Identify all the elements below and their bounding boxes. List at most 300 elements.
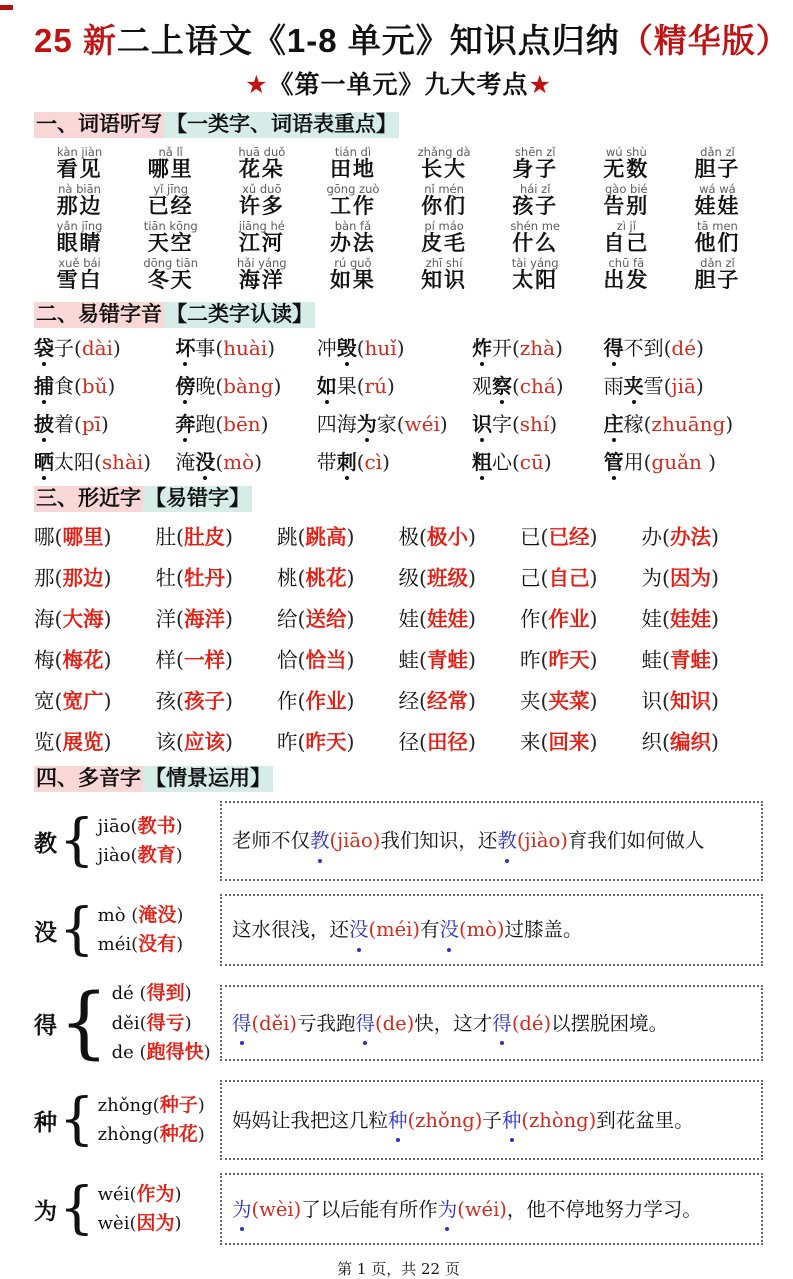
section-number-label: 三、形近字 <box>36 487 141 511</box>
word-suffix: 太阳 <box>54 450 94 475</box>
pinyin-reading: bàng <box>223 374 274 399</box>
example-sentence <box>232 913 583 946</box>
polyphonic-entry <box>34 1173 763 1245</box>
paren-open: ( <box>297 729 306 754</box>
word-cell <box>125 146 216 180</box>
reading-word: 跑得快 <box>146 1040 204 1063</box>
readings-list <box>112 979 211 1067</box>
pinyin-reading: shài <box>101 450 144 475</box>
pinyin-label: gōng zuò <box>326 181 380 196</box>
paren-close: ) <box>184 1012 192 1034</box>
emphasized-char: 管 <box>603 450 624 475</box>
paren-open: ( <box>54 688 63 713</box>
base-char: 那 <box>34 565 55 590</box>
base-char: 海 <box>34 606 55 631</box>
paren-open: ( <box>297 565 306 590</box>
paren-open: ( <box>129 1183 137 1205</box>
word-prefix: 四海 <box>316 412 357 437</box>
paren-open: ( <box>297 606 306 631</box>
emphasis-word-item <box>175 335 316 361</box>
paren-close: ) <box>468 688 476 713</box>
paren-close: ) <box>103 565 112 590</box>
example-word: 娃娃 <box>670 606 711 631</box>
word-cell <box>34 257 125 291</box>
paren-close: ) <box>346 729 355 754</box>
sentence-text: 亏我跑 <box>297 1011 356 1035</box>
brace-icon: { <box>59 807 95 873</box>
target-char: 得 <box>232 1007 252 1040</box>
reading-pinyin: dé <box>111 983 140 1005</box>
pinyin-reading: wéi <box>404 412 440 437</box>
base-char: 肚 <box>155 524 176 549</box>
paren-open: ( <box>54 647 63 672</box>
example-word: 已经 <box>548 524 590 549</box>
paren-close: ) <box>103 729 112 754</box>
paren-open: ( <box>662 688 670 713</box>
word-cell <box>216 257 307 291</box>
word-cell <box>125 183 216 217</box>
character-pair-item <box>277 643 399 673</box>
character-pair-item <box>520 725 642 755</box>
emphasized-char: 夹 <box>623 374 644 399</box>
paren-close: ) <box>468 565 476 590</box>
pinyin-label: wá wá <box>699 181 736 196</box>
emphasized-char: 察 <box>491 374 512 399</box>
target-char: 得 <box>492 1007 512 1040</box>
sentence-text: 有 <box>420 918 440 942</box>
base-char: 给 <box>277 606 298 631</box>
pinyin-label: dōng tiān <box>143 255 198 270</box>
section-bracket-label: 【易错字】 <box>145 487 250 511</box>
polyphonic-entry <box>34 801 763 881</box>
character-pair-item <box>34 561 156 591</box>
emphasized-char: 粗 <box>471 450 492 475</box>
reading-pinyin: děi <box>111 1012 140 1034</box>
character-pair-item <box>277 725 399 755</box>
pinyin-annotation: (mò) <box>459 918 505 942</box>
paren-close: ) <box>468 647 476 672</box>
paren-close: ) <box>346 688 355 713</box>
paren-open: ( <box>540 565 549 590</box>
base-char: 该 <box>155 729 176 754</box>
polyphonic-char: 为 <box>34 1197 57 1225</box>
polyphonic-char: 没 <box>34 918 57 946</box>
section-bracket-label: 【一类字、词语表重点】 <box>166 113 397 137</box>
pinyin-label: gào bié <box>605 181 648 196</box>
word-cell <box>125 220 216 254</box>
character-pair-item <box>642 520 764 550</box>
pinyin-label: zhǎng dà <box>417 144 471 159</box>
paren-close: ) <box>175 815 183 837</box>
paren-open: ( <box>215 336 224 361</box>
character-pair-item <box>399 602 521 632</box>
reading-line <box>112 1038 211 1067</box>
hanzi-word: 孩子 <box>512 192 559 218</box>
reading-pinyin: mò <box>97 904 132 926</box>
section-similar-characters <box>34 485 763 754</box>
sentence-text: 了以后能有所作 <box>301 1197 438 1221</box>
example-sentence <box>232 1193 702 1226</box>
paren-close: ) <box>396 336 405 361</box>
reading-word: 种子 <box>159 1093 198 1116</box>
emphasis-word-item <box>604 449 763 475</box>
target-char: 教 <box>310 824 330 857</box>
word-cell <box>216 146 307 180</box>
paren-close: ) <box>589 688 598 713</box>
emphasis-word-item <box>604 411 763 437</box>
character-pair-item <box>277 602 399 632</box>
paren-close: ) <box>711 647 719 672</box>
reading-word: 教书 <box>137 814 176 837</box>
pinyin-label: jiāng hé <box>238 218 285 233</box>
base-char: 娃 <box>398 606 419 631</box>
character-pair-item <box>520 602 642 632</box>
word-cell <box>307 220 398 254</box>
pinyin-reading: cì <box>364 450 383 475</box>
target-char: 种 <box>388 1104 408 1137</box>
word-cell <box>399 183 490 217</box>
base-char: 宽 <box>34 688 55 713</box>
paren-open: ( <box>540 606 549 631</box>
word-suffix: 雪 <box>643 374 664 399</box>
word-cell <box>581 183 672 217</box>
pinyin-label: shēn zǐ <box>514 144 556 159</box>
reading-line <box>98 1209 182 1238</box>
base-char: 样 <box>155 647 176 672</box>
section-number-label: 一、词语听写 <box>36 113 162 137</box>
paren-close: ) <box>174 1183 182 1205</box>
pinyin-annotation: (zhòng) <box>521 1108 597 1132</box>
paren-open: ( <box>297 647 306 672</box>
polyphonic-entry <box>34 1080 763 1160</box>
pinyin-label: hái zǐ <box>519 181 551 196</box>
pinyin-reading: dài <box>81 336 113 361</box>
character-pair-item <box>277 684 399 714</box>
pinyin-annotation: (dé) <box>511 1011 552 1035</box>
example-word: 青蛙 <box>670 647 711 672</box>
word-cell <box>216 220 307 254</box>
target-char: 教 <box>497 824 517 857</box>
paren-close: ) <box>711 524 719 549</box>
target-char: 没 <box>440 913 460 946</box>
hanzi-word: 田地 <box>329 155 376 181</box>
reading-line <box>98 901 184 930</box>
paren-close: ) <box>101 412 109 437</box>
paren-close: ) <box>555 336 563 361</box>
base-char: 昨 <box>277 729 298 754</box>
example-word: 昨天 <box>305 729 347 754</box>
word-cell <box>581 220 672 254</box>
pinyin-label: tài yáng <box>511 255 559 270</box>
emphasized-char: 如 <box>316 374 337 399</box>
emphasis-word-item <box>175 449 316 475</box>
pinyin-label: yǐ jīng <box>153 181 188 196</box>
sentence-text: 以摆脱困境。 <box>551 1011 669 1035</box>
paren-close: ) <box>103 524 112 549</box>
hanzi-word: 花朵 <box>238 155 285 181</box>
pinyin-annotation: (méi) <box>368 918 421 942</box>
emphasized-char: 刺 <box>336 450 357 475</box>
pinyin-reading: huǐ <box>364 336 397 361</box>
character-pair-item <box>642 684 764 714</box>
pinyin-reading: guǎn <box>651 450 709 475</box>
example-sentence <box>232 824 704 857</box>
paren-open: ( <box>176 524 184 549</box>
paren-close: ) <box>468 524 476 549</box>
polyphonic-char: 得 <box>34 1011 57 1039</box>
example-word: 肚皮 <box>184 524 225 549</box>
word-cell <box>399 257 490 291</box>
pinyin-reading: rú <box>364 374 387 399</box>
base-char: 夹 <box>520 688 541 713</box>
section-polyphonic-characters <box>34 765 763 1246</box>
pinyin-label: bàn fǎ <box>334 218 372 233</box>
word-prefix: 带 <box>316 450 337 475</box>
character-pair-item <box>520 643 642 673</box>
word-suffix: 子 <box>54 336 74 361</box>
target-char: 为 <box>438 1193 458 1226</box>
readings-list <box>98 812 183 871</box>
paren-close: ) <box>254 450 262 475</box>
pinyin-label: yǎn jīng <box>56 218 103 233</box>
emphasized-char: 毁 <box>336 336 357 361</box>
paren-open: ( <box>152 1094 160 1116</box>
paren-open: ( <box>419 524 427 549</box>
pinyin-label: xuě bái <box>58 255 101 270</box>
emphasized-char: 晒 <box>34 450 54 475</box>
paren-close: ) <box>273 374 282 399</box>
emphasized-char: 为 <box>356 412 377 437</box>
reading-word: 教育 <box>137 844 176 867</box>
paren-open: ( <box>54 565 63 590</box>
base-char: 极 <box>398 524 419 549</box>
example-word: 知识 <box>670 688 711 713</box>
hanzi-word: 自己 <box>603 229 650 255</box>
character-pair-item <box>156 561 278 591</box>
example-word: 班级 <box>427 565 468 590</box>
hanzi-word: 雪白 <box>56 266 103 292</box>
base-char: 经 <box>398 688 419 713</box>
sentence-text: 过膝盖。 <box>504 918 583 942</box>
sentence-text: 到花盆里。 <box>596 1108 694 1132</box>
example-word: 办法 <box>670 524 711 549</box>
character-pair-item <box>34 684 156 714</box>
example-word: 牡丹 <box>184 565 225 590</box>
paren-close: ) <box>112 336 121 361</box>
title-main: 二上语文《1-8 单元》知识点归纳 <box>116 22 620 59</box>
word-cell <box>34 220 125 254</box>
emphasized-char: 炸 <box>471 336 492 361</box>
paren-close: ) <box>225 688 233 713</box>
paren-open: ( <box>215 374 224 399</box>
section-word-dictation <box>34 111 763 291</box>
character-pair-item <box>34 725 156 755</box>
emphasis-word-item <box>472 335 604 361</box>
reading-line <box>98 1091 205 1120</box>
paren-close: ) <box>103 688 112 713</box>
target-char: 没 <box>349 913 369 946</box>
hanzi-word: 你们 <box>421 192 468 218</box>
emphasis-word-item <box>175 373 316 399</box>
base-char: 恰 <box>277 647 298 672</box>
paren-close: ) <box>468 606 476 631</box>
sentence-text: 子 <box>482 1108 502 1132</box>
hanzi-word: 身子 <box>512 155 559 181</box>
paren-open: ( <box>356 336 365 361</box>
example-word: 青蛙 <box>427 647 468 672</box>
emphasis-word-item <box>604 373 763 399</box>
paren-close: ) <box>589 647 598 672</box>
pinyin-annotation: (wèi) <box>251 1197 302 1221</box>
paren-close: ) <box>225 565 233 590</box>
example-word: 作业 <box>305 688 347 713</box>
paren-open: ( <box>176 647 184 672</box>
polyphonic-char: 教 <box>34 829 57 857</box>
pinyin-label: nà biān <box>58 181 101 196</box>
paren-open: ( <box>662 565 670 590</box>
pinyin-reading: shí <box>519 412 550 437</box>
word-cell <box>490 220 581 254</box>
character-pair-item <box>642 725 764 755</box>
word-suffix: 晚 <box>195 374 216 399</box>
paren-open: ( <box>131 934 139 956</box>
entry-left <box>34 979 220 1067</box>
word-prefix: 雨 <box>603 374 624 399</box>
paren-close: ) <box>549 412 558 437</box>
reading-pinyin: de <box>111 1041 140 1063</box>
paren-close: ) <box>225 524 233 549</box>
hanzi-word: 许多 <box>238 192 285 218</box>
example-sentence-box <box>220 1080 763 1160</box>
example-word: 孩子 <box>184 688 225 713</box>
paren-open: ( <box>662 606 670 631</box>
paren-open: ( <box>131 904 139 926</box>
word-cell <box>672 146 763 180</box>
character-pair-item <box>642 643 764 673</box>
example-word: 田径 <box>427 729 468 754</box>
reading-word: 没有 <box>138 933 177 956</box>
paren-close: ) <box>589 729 598 754</box>
word-cell <box>490 257 581 291</box>
word-cell <box>672 220 763 254</box>
section-number-label: 二、易错字音 <box>36 303 162 327</box>
example-word: 因为 <box>670 565 711 590</box>
pinyin-label: shén me <box>510 218 560 233</box>
word-suffix: 用 <box>623 450 644 475</box>
base-char: 蛙 <box>641 647 662 672</box>
emphasis-word-item <box>472 411 604 437</box>
entry-left <box>34 1176 220 1242</box>
pinyin-reading: dé <box>671 336 697 361</box>
emphasis-word-item <box>175 411 316 437</box>
hanzi-word: 胆子 <box>694 155 741 181</box>
character-pair-item <box>34 602 156 632</box>
pinyin-label: tiān kōng <box>143 218 198 233</box>
section-heading <box>34 111 763 139</box>
paren-close: ) <box>346 606 355 631</box>
base-char: 己 <box>520 565 541 590</box>
paren-close: ) <box>103 606 112 631</box>
pinyin-annotation: (wéi) <box>457 1197 507 1221</box>
base-char: 级 <box>398 565 419 590</box>
example-word: 桃花 <box>305 565 347 590</box>
reading-line <box>98 930 184 959</box>
pinyin-label: chū fā <box>608 255 645 270</box>
entry-left <box>34 1087 220 1153</box>
base-char: 径 <box>398 729 419 754</box>
hanzi-word: 天空 <box>147 229 194 255</box>
hanzi-word: 长大 <box>421 155 468 181</box>
base-char: 蛙 <box>398 647 419 672</box>
hanzi-word: 告别 <box>603 192 650 218</box>
word-prefix: 观 <box>471 374 492 399</box>
page-number-footer: 第 1 页，共 22 页 <box>337 1260 460 1279</box>
paren-open: ( <box>74 336 82 361</box>
paren-open: ( <box>74 374 82 399</box>
reading-word: 因为 <box>136 1212 175 1235</box>
base-char: 为 <box>641 565 662 590</box>
paren-open: ( <box>54 524 63 549</box>
paren-open: ( <box>139 1012 147 1034</box>
pinyin-reading: zhà <box>519 336 556 361</box>
base-char: 洋 <box>155 606 176 631</box>
example-word: 梅花 <box>62 647 104 672</box>
word-prefix: 冲 <box>316 336 337 361</box>
section-number-label: 四、多音字 <box>36 766 141 790</box>
emphasis-word-item <box>317 335 472 361</box>
polyphonic-char: 种 <box>34 1108 57 1136</box>
emphasized-char: 奔 <box>175 412 196 437</box>
paren-close: ) <box>439 412 448 437</box>
example-word: 编织 <box>670 729 711 754</box>
character-pair-item <box>520 684 642 714</box>
character-pair-item <box>277 561 399 591</box>
reading-pinyin: méi <box>97 934 132 956</box>
hanzi-word: 工作 <box>329 192 376 218</box>
paren-open: ( <box>297 524 306 549</box>
paren-close: ) <box>175 845 183 867</box>
paren-open: ( <box>511 412 520 437</box>
character-pair-item <box>34 643 156 673</box>
emphasis-word-item <box>317 411 472 437</box>
paren-open: ( <box>396 412 405 437</box>
pinyin-reading: zhuāng <box>651 412 726 437</box>
hanzi-word: 什么 <box>512 229 559 255</box>
word-suffix: 食 <box>54 374 74 399</box>
pinyin-annotation: (jiāo) <box>329 829 381 853</box>
character-pair-item <box>34 520 156 550</box>
target-char: 得 <box>356 1007 376 1040</box>
paren-open: ( <box>176 729 184 754</box>
emphasis-word-item <box>472 449 604 475</box>
paren-open: ( <box>356 450 365 475</box>
reading-pinyin: jiāo <box>97 815 131 837</box>
reading-pinyin: wèi <box>97 1213 130 1235</box>
emphasized-char: 傍 <box>175 374 196 399</box>
paren-open: ( <box>663 336 672 361</box>
paren-open: ( <box>540 647 549 672</box>
emphasis-word-item <box>317 449 472 475</box>
paren-open: ( <box>215 450 224 475</box>
character-pair-item <box>156 643 278 673</box>
hanzi-word: 如果 <box>329 266 376 292</box>
reading-pinyin: jiào <box>97 845 131 867</box>
paren-close: ) <box>174 1213 182 1235</box>
hanzi-word: 江河 <box>238 229 285 255</box>
base-char: 娃 <box>641 606 662 631</box>
readings-list <box>98 1180 182 1239</box>
example-word: 那边 <box>62 565 104 590</box>
